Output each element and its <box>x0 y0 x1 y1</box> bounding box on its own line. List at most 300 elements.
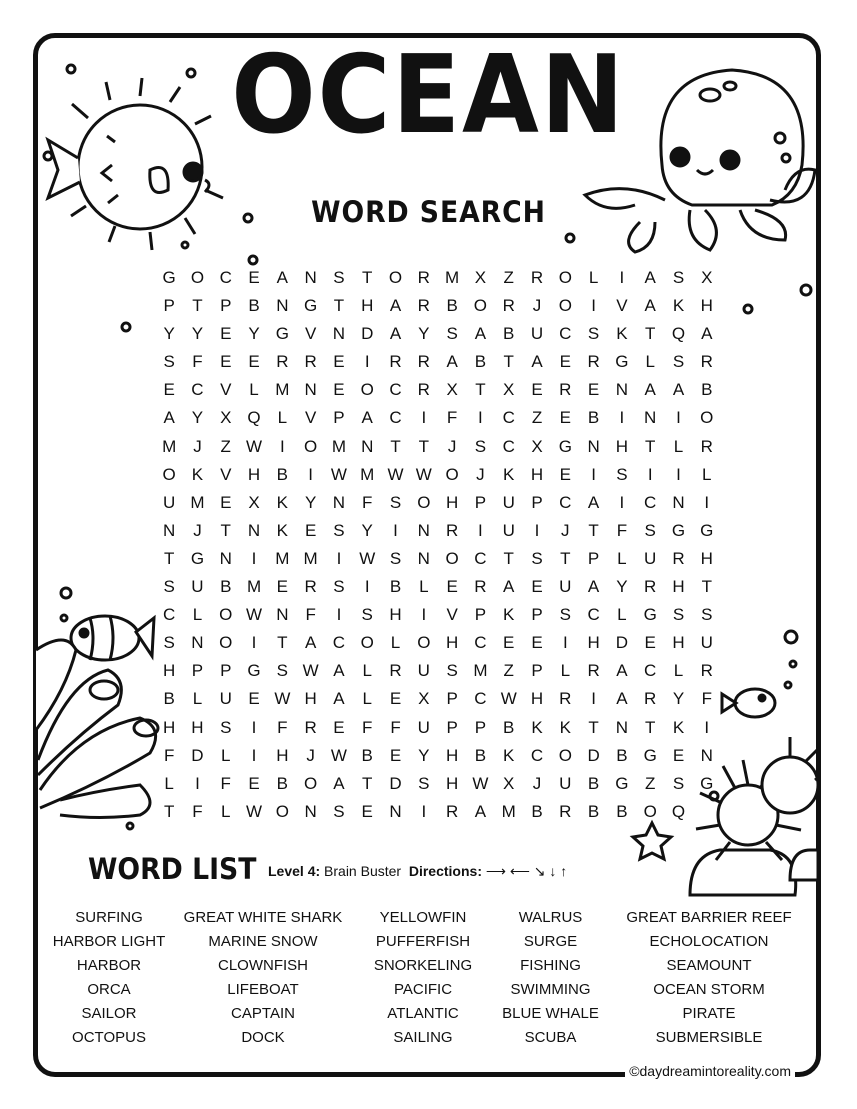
grid-letter: K <box>672 296 685 316</box>
grid-letter: A <box>503 577 515 597</box>
grid-letter: S <box>616 464 628 484</box>
grid-letter: U <box>191 577 204 597</box>
grid-letter: B <box>220 577 232 597</box>
grid-letter: I <box>676 408 681 428</box>
grid-letter: O <box>190 268 205 287</box>
grid-letter: M <box>303 548 318 568</box>
grid-letter: J <box>532 296 542 316</box>
grid-letter: C <box>474 633 487 653</box>
grid-letter: E <box>163 380 175 400</box>
grid-letter: P <box>220 661 232 681</box>
grid-letter: I <box>676 464 681 484</box>
grid-letter: I <box>421 605 427 625</box>
grid-letter: P <box>474 492 487 512</box>
grid-letter: Y <box>361 520 373 540</box>
grid-letter: V <box>616 296 628 316</box>
grid-letter: S <box>389 492 402 512</box>
grid-letter: E <box>220 492 232 512</box>
grid-letter: R <box>304 717 317 737</box>
grid-letter: G <box>247 661 261 681</box>
level-line <box>268 863 567 880</box>
grid-letter: L <box>617 605 627 625</box>
grid-letter: A <box>361 408 373 428</box>
grid-letter: C <box>644 661 657 681</box>
grid-letter: I <box>251 633 257 653</box>
grid-letter: R <box>700 352 713 372</box>
grid-letter: I <box>591 464 596 484</box>
grid-letter: H <box>361 296 374 316</box>
grid-letter: Y <box>163 324 175 344</box>
grid-letter: C <box>559 324 572 344</box>
grid-letter: U <box>700 633 713 653</box>
grid-letter: G <box>162 268 176 287</box>
grid-letter: O <box>558 268 572 287</box>
grid-letter: F <box>192 352 203 372</box>
grid-letter: R <box>389 661 402 681</box>
grid-letter: J <box>306 745 315 765</box>
grid-letter: U <box>559 773 572 793</box>
grid-letter: I <box>393 520 398 540</box>
grid-letter: B <box>389 577 402 597</box>
grid-letter: A <box>304 633 317 653</box>
grid-letter: N <box>389 801 402 821</box>
grid-letter: G <box>643 745 657 765</box>
word-list-item: SURFING <box>75 909 143 926</box>
grid-letter: E <box>304 520 317 540</box>
grid-letter: E <box>389 689 402 709</box>
word-list-item: DOCK <box>241 1029 285 1046</box>
grid-letter: W <box>472 773 489 793</box>
grid-letter: H <box>672 577 685 597</box>
grid-letter: F <box>446 408 458 428</box>
seaweed-icon <box>36 640 158 818</box>
grid-letter: L <box>249 380 259 400</box>
grid-letter: T <box>503 352 514 372</box>
level-name: Brain Buster <box>324 863 402 879</box>
grid-letter: R <box>389 352 402 372</box>
grid-letter: K <box>559 717 571 737</box>
grid-letter: G <box>304 296 318 316</box>
word-list-item: SCUBA <box>524 1029 577 1046</box>
word-list-item: OCTOPUS <box>72 1029 146 1046</box>
grid-letter: F <box>362 492 373 512</box>
grid-letter: I <box>251 548 257 568</box>
grid-letter: T <box>701 577 712 597</box>
grid-letter: F <box>220 773 231 793</box>
grid-letter: L <box>164 773 174 793</box>
grid-letter: H <box>163 661 176 681</box>
grid-letter: Y <box>418 324 430 344</box>
grid-letter: F <box>305 605 316 625</box>
word-list-item: SEAMOUNT <box>666 957 752 974</box>
grid-letter: A <box>701 324 713 344</box>
grid-letter: E <box>220 324 232 344</box>
grid-letter: T <box>503 548 514 568</box>
grid-letter: M <box>190 492 205 512</box>
grid-letter: S <box>333 577 345 597</box>
grid-letter: J <box>532 773 542 793</box>
word-list-item: WALRUS <box>518 909 583 926</box>
grid-letter: O <box>417 633 431 653</box>
grid-letter: F <box>163 745 175 765</box>
word-list-item: PIRATE <box>682 1005 736 1022</box>
grid-letter: R <box>559 801 572 821</box>
grid-letter: S <box>701 605 713 625</box>
grid-letter: K <box>531 717 543 737</box>
grid-letter: E <box>333 717 345 737</box>
grid-letter: C <box>587 605 600 625</box>
grid-letter: E <box>333 380 345 400</box>
grid-letter: E <box>220 352 232 372</box>
grid-letter: L <box>419 577 429 597</box>
grid-letter: H <box>445 745 459 765</box>
grid-letter: W <box>274 689 291 709</box>
grid-letter: P <box>446 689 458 709</box>
word-list-item: CLOWNFISH <box>218 957 308 974</box>
grid-letter: U <box>644 548 657 568</box>
word-list-item: LIFEBOAT <box>227 981 299 998</box>
grid-letter: B <box>503 717 515 737</box>
grid-letter: W <box>415 464 432 484</box>
grid-letter: C <box>332 633 346 653</box>
grid-letter: S <box>531 548 543 568</box>
grid-letter: H <box>700 296 713 316</box>
grid-letter: T <box>475 380 486 400</box>
grid-letter: A <box>446 352 458 372</box>
grid-letter: Z <box>531 408 543 428</box>
grid-letter: S <box>361 605 373 625</box>
word-list-item: GREAT WHITE SHARK <box>183 909 343 926</box>
grid-letter: S <box>276 661 288 681</box>
grid-letter: N <box>615 380 629 400</box>
grid-letter: P <box>531 661 543 681</box>
grid-letter: M <box>275 380 290 400</box>
grid-letter: Y <box>672 689 685 709</box>
grid-letter: H <box>304 689 317 709</box>
grid-letter <box>693 798 721 826</box>
grid-letter: F <box>362 717 373 737</box>
grid-letter: P <box>587 548 600 568</box>
grid-letter: R <box>502 296 515 316</box>
grid-letter: A <box>644 268 656 287</box>
grid-letter: D <box>615 633 629 653</box>
grid-letter: N <box>332 324 346 344</box>
grid-letter: L <box>560 661 571 681</box>
grid-letter: R <box>587 661 600 681</box>
grid-letter: S <box>672 352 685 372</box>
grid-letter: G <box>190 548 205 568</box>
grid-letter: O <box>219 633 233 653</box>
grid-letter: T <box>418 436 430 456</box>
grid-letter: N <box>361 436 374 456</box>
level-label: Level 4: <box>268 863 321 879</box>
grid-letter: H <box>191 717 204 737</box>
grid-letter: G <box>275 324 289 344</box>
grid-letter: L <box>221 745 231 765</box>
grid-letter: I <box>704 492 710 512</box>
grid-letter: S <box>672 773 685 793</box>
grid-letter: U <box>502 492 515 512</box>
grid-letter: E <box>531 380 543 400</box>
grid-letter: E <box>276 577 288 597</box>
grid-letter: S <box>446 661 458 681</box>
grid-letter: O <box>558 296 572 316</box>
grid-letter: O <box>558 745 572 765</box>
grid-letter: C <box>474 689 487 709</box>
word-list-item: SURGE <box>523 933 578 950</box>
grid-letter: P <box>333 408 345 428</box>
word-list-item: YELLOWFIN <box>379 909 467 926</box>
grid-letter: C <box>644 492 657 512</box>
grid-letter: N <box>304 801 317 821</box>
grid-letter: A <box>276 268 288 287</box>
grid-letter: E <box>559 408 571 428</box>
grid-letter: N <box>276 605 289 625</box>
grid-letter: R <box>644 577 657 597</box>
grid-letter: L <box>617 548 627 568</box>
grid-letter: I <box>478 520 483 540</box>
grid-letter: O <box>445 464 459 484</box>
grid-letter: C <box>559 492 572 512</box>
grid-letter: G <box>700 773 714 793</box>
grid-letter: O <box>304 436 318 456</box>
grid-letter: T <box>333 296 345 316</box>
grid-letter: D <box>587 745 600 765</box>
grid-letter: S <box>333 801 345 821</box>
grid-letter: F <box>192 801 203 821</box>
grid-letter: A <box>616 661 628 681</box>
word-list-item: SWIMMING <box>510 981 591 998</box>
grid-letter: Y <box>191 408 204 428</box>
grid-letter: M <box>445 268 460 287</box>
grid-letter: E <box>559 352 571 372</box>
grid-letter: Q <box>671 801 686 821</box>
grid-letter: A <box>474 324 487 344</box>
word-list-item: HARBOR <box>76 957 142 974</box>
word-list-item: PACIFIC <box>393 981 453 998</box>
grid-letter: R <box>474 577 487 597</box>
grid-letter: C <box>389 408 402 428</box>
grid-letter: Z <box>503 661 514 681</box>
grid-letter: A <box>163 408 175 428</box>
grid-letter: C <box>163 605 176 625</box>
grid-letter: G <box>700 520 714 540</box>
grid-letter: T <box>645 324 656 344</box>
grid-letter: I <box>591 296 596 316</box>
grid-letter: B <box>616 745 628 765</box>
grid-letter: W <box>359 548 376 568</box>
grid-letter: A <box>389 324 402 344</box>
grid-letter: X <box>248 492 260 512</box>
grid-letter: N <box>417 548 430 568</box>
grid-letter: H <box>247 464 261 484</box>
grid-letter: B <box>276 773 288 793</box>
grid-letter: I <box>534 520 540 540</box>
grid-letter: G <box>671 520 686 540</box>
grid-letter: M <box>246 577 262 597</box>
grid-letter: B <box>503 324 515 344</box>
grid-letter: R <box>559 380 572 400</box>
grid-letter: B <box>474 745 487 765</box>
grid-letter: I <box>336 605 342 625</box>
grid-letter: N <box>219 548 232 568</box>
grid-letter: R <box>304 577 317 597</box>
grid-letter: A <box>587 492 600 512</box>
grid-letter: I <box>279 436 285 456</box>
small-fish-icon <box>722 689 775 717</box>
grid-letter: V <box>304 324 317 344</box>
grid-letter: S <box>163 633 175 653</box>
grid-letter: R <box>445 801 459 821</box>
grid-letter: Y <box>248 324 260 344</box>
word-list <box>40 906 815 1050</box>
grid-letter: W <box>302 661 319 681</box>
grid-letter: R <box>644 689 657 709</box>
grid-letter: H <box>672 633 685 653</box>
grid-letter: U <box>219 689 232 709</box>
grid-letter: O <box>360 633 374 653</box>
grid-letter: S <box>672 605 685 625</box>
grid-letter: H <box>445 492 459 512</box>
grid-letter: Y <box>304 492 317 512</box>
grid-letter: X <box>474 268 487 287</box>
grid-letter: C <box>502 436 515 456</box>
grid-letter: F <box>390 717 401 737</box>
grid-letter: P <box>474 717 487 737</box>
grid-letter: L <box>673 436 684 456</box>
grid-letter: I <box>704 717 710 737</box>
grid-letter: V <box>220 464 232 484</box>
grid-letter: A <box>531 352 543 372</box>
grid-letter: S <box>220 717 232 737</box>
grid-letter: T <box>645 717 656 737</box>
grid-letter: I <box>478 408 483 428</box>
grid-letter: W <box>500 689 517 709</box>
grid-letter: J <box>447 436 457 456</box>
grid-letter: P <box>531 605 543 625</box>
grid-letter: S <box>333 268 345 287</box>
grid-letter: B <box>474 352 487 372</box>
grid-letter: K <box>672 717 685 737</box>
grid-letter: E <box>587 380 600 400</box>
grid-letter: E <box>389 745 402 765</box>
grid-letter: N <box>615 717 629 737</box>
starfish-icon <box>633 823 671 859</box>
grid-letter: O <box>417 492 431 512</box>
grid-letter: S <box>418 773 430 793</box>
grid-letter: W <box>330 464 347 484</box>
grid-letter: X <box>701 268 713 287</box>
grid-letter: E <box>248 773 260 793</box>
grid-letter: H <box>587 633 600 653</box>
grid-letter: A <box>333 773 345 793</box>
grid-letter: K <box>191 464 204 484</box>
grid-letter: N <box>672 492 685 512</box>
grid-letter: T <box>560 548 571 568</box>
grid-letter: T <box>588 717 599 737</box>
grid-letter: I <box>619 268 625 287</box>
grid-letter: I <box>619 408 625 428</box>
grid-letter: X <box>503 380 515 400</box>
grid-letter: H <box>445 773 459 793</box>
grid-letter: O <box>219 605 233 625</box>
grid-letter: T <box>588 520 599 540</box>
grid-letter: A <box>587 577 600 597</box>
grid-letter: S <box>474 436 487 456</box>
grid-letter: M <box>501 801 516 821</box>
grid-letter: I <box>619 492 625 512</box>
grid-letter: X <box>503 773 515 793</box>
grid-letter: B <box>531 801 543 821</box>
grid-letter: Z <box>503 268 514 287</box>
grid-letter: L <box>192 605 203 625</box>
grid-letter: O <box>360 380 374 400</box>
grid-letter: C <box>530 745 544 765</box>
grid-letter: P <box>446 717 458 737</box>
grid-letter: O <box>162 464 176 484</box>
grid-letter: W <box>246 801 263 821</box>
grid-letter: C <box>191 380 204 400</box>
word-list-item: GREAT BARRIER REEF <box>626 909 792 926</box>
grid-letter: B <box>701 380 713 400</box>
grid-letter: H <box>700 548 713 568</box>
grid-letter: R <box>417 352 430 372</box>
grid-letter: Y <box>616 577 628 597</box>
grid-letter: H <box>163 717 176 737</box>
grid-letter: B <box>446 296 458 316</box>
grid-letter: Z <box>645 773 656 793</box>
grid-letter: K <box>616 324 628 344</box>
grid-letter: Z <box>220 436 231 456</box>
word-list-item: PUFFERFISH <box>375 933 471 950</box>
grid-letter: T <box>220 520 231 540</box>
word-list-item: ORCA <box>87 981 131 998</box>
grid-letter: B <box>248 296 260 316</box>
grid-letter: E <box>333 352 345 372</box>
grid-letter: T <box>163 801 175 821</box>
grid-letter: U <box>417 717 430 737</box>
grid-letter: E <box>559 464 571 484</box>
grid-letter: K <box>503 605 515 625</box>
grid-letter: I <box>251 717 257 737</box>
grid-letter: R <box>304 352 317 372</box>
grid-letter: I <box>336 548 342 568</box>
grid-letter: H <box>445 633 459 653</box>
grid-letter: T <box>362 773 373 793</box>
grid-letter: M <box>473 661 488 681</box>
grid-letter: K <box>276 520 288 540</box>
grid-letter: W <box>330 745 347 765</box>
grid-letter: J <box>193 436 202 456</box>
grid-letter: S <box>163 352 175 372</box>
grid-letter: N <box>587 436 600 456</box>
grid-letter: A <box>644 296 656 316</box>
grid-letter: X <box>531 436 543 456</box>
grid-letter: F <box>701 689 712 709</box>
word-list-item: SUBMERSIBLE <box>655 1029 763 1046</box>
grid-letter: N <box>191 633 204 653</box>
grid-letter: O <box>473 296 488 316</box>
grid-letter: I <box>562 633 568 653</box>
grid-letter: D <box>191 745 204 765</box>
grid-letter: S <box>333 520 345 540</box>
grid-letter: A <box>333 661 345 681</box>
grid-letter: A <box>644 380 656 400</box>
grid-letter: S <box>587 324 600 344</box>
word-list-item: FISHING <box>520 957 581 974</box>
grid-letter: S <box>446 324 458 344</box>
grid-letter: C <box>219 268 232 287</box>
